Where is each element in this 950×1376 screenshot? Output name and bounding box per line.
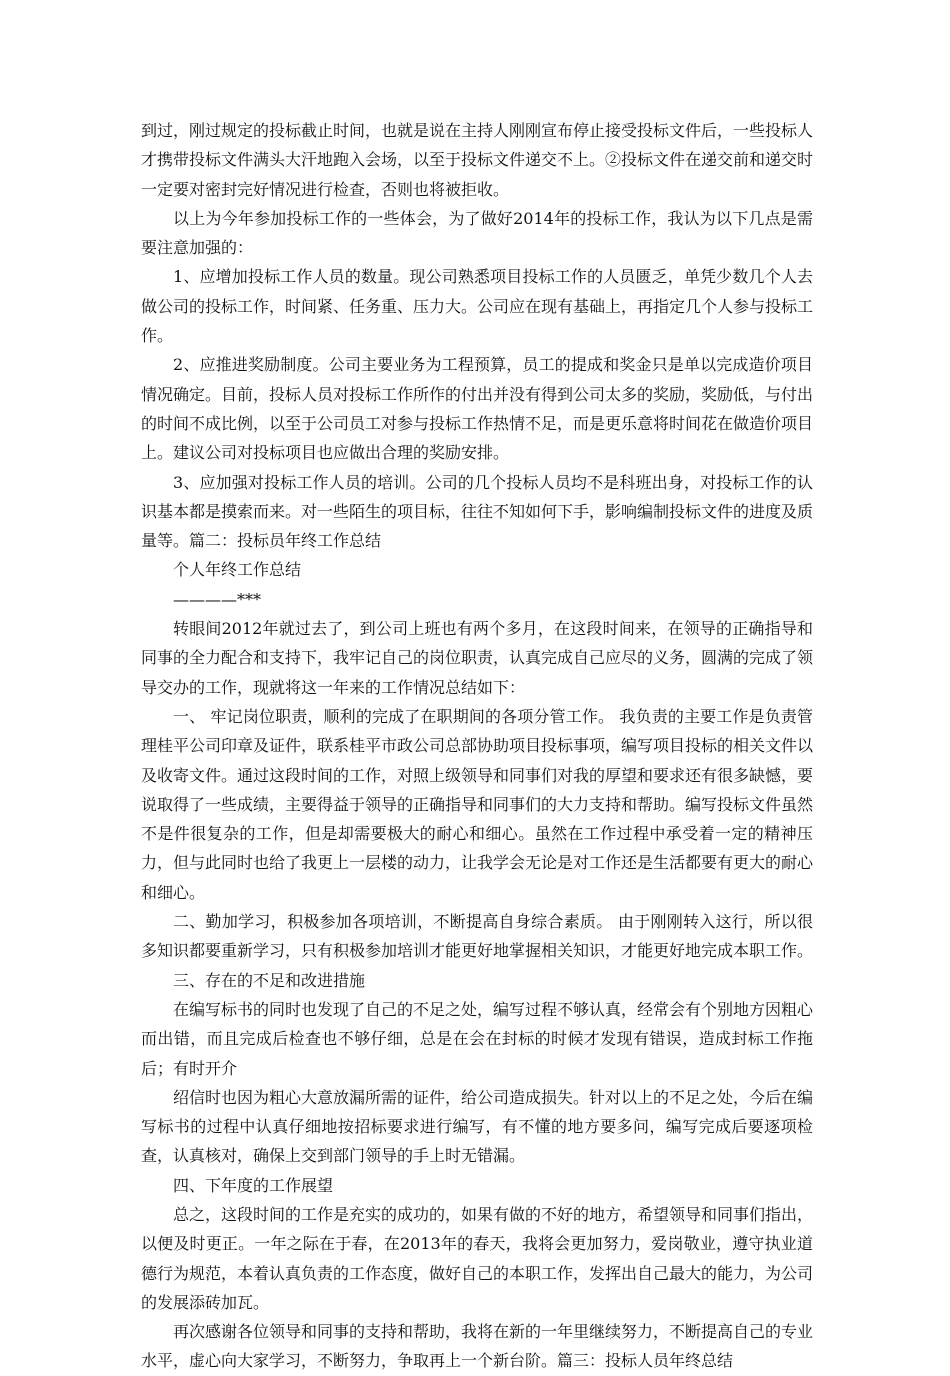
paragraph-shortcomings: 在编写标书的同时也发现了自己的不足之处，编写过程不够认真，经常会有个别地方因粗心而出错，而且完成后检查也不够仔细，总是在会在封标的时候才发现有错误，造成封标工作拖后；有时开介 [141,999,814,1078]
paragraph-point-1: 1、应增加投标工作人员的数量。现公司熟悉项目投标工作的人员匮乏，单凭少数几个人去做公司的投标工作，时间紧、任务重、压力大。公司应在现有基础上，再指定几个人参与投标工作。 [141,267,814,346]
paragraph-intro: 以上为今年参加投标工作的一些体会，为了做好2014年的投标工作，我认为以下几点是需要注意加强的： [141,208,813,258]
paragraph-outlook: 总之，这段时间的工作是充实的成功的，如果有做的不好的地方，希望领导和同事们指出，以便及时更正。一年之际在于春，在2013年的春天，我将会更加努力，爱岗敬业，遵守执业道德行为规范，本着认真负责的工作态度，做好自己的本职工作，发挥出自己最大的能力，为公司的发展添砖加瓦。 [141,1204,814,1312]
paragraph-section-2: 二、勤加学习，积极参加各项培训，不断提高自身综合素质。 由于刚刚转入这行，所以很多知识都要重新学习，只有积极参加培训才能更好地掌握相关知识，才能更好地完成本职工作。 [141,912,814,961]
paragraph-continued: 到过，刚过规定的投标截止时间，也就是说在主持人刚刚宣布停止接受投标文件后，一些投标人才携带投标文件满头大汗地跑入会场，以至于投标文件递交不上。②投标文件在递交前和递交时一定要对密封完好情况进行检查，否则也将被拒收。 [141,121,814,199]
document-page [141,116,813,1376]
heading-section-4: 四、下年度的工作展望 [173,1175,334,1195]
paragraph-point-3: 3、应加强对投标工作人员的培训。公司的几个投标人员均不是科班出身，对投标工作的认识基本都是摸索而来。对一些陌生的项目标，往往不知如何下手，影响编制投标文件的进度及质量等。篇二：投标员年终工作总结 [141,472,814,551]
heading-section-3: 三、存在的不足和改进措施 [173,970,366,990]
paragraph-closing: 再次感谢各位领导和同事的支持和帮助，我将在新的一年里继续努力，不断提高自己的专业水平，虚心向大家学习，不断努力，争取再上一个新台阶。篇三：投标人员年终总结 [141,1322,814,1371]
paragraph-opening: 转眼间2012年就过去了，到公司上班也有两个多月，在这段时间来，在领导的正确指导和同事的全力配合和支持下，我牢记自己的岗位职责，认真完成自己应尽的义务，圆满的完成了领导交办的工作，现就将这一年来的工作情况总结如下： [141,619,814,697]
author-line: ————*** [173,589,261,609]
paragraph-improvements: 绍信时也因为粗心大意放漏所需的证件，给公司造成损失。针对以上的不足之处，今后在编写标书的过程中认真仔细地按招标要求进行编写，有不懂的地方要多问，编写完成后要逐项检查，认真核对，确保上交到部门领导的手上时无错漏。 [141,1087,814,1166]
section-title: 个人年终工作总结 [173,560,302,580]
paragraph-point-2: 2、应推进奖励制度。公司主要业务为工程预算，员工的提成和奖金只是单以完成造价项目情况确定。目前，投标人员对投标工作所作的付出并没有得到公司太多的奖励，奖励低，与付出的时间不成比例，以至于公司员工对参与投标工作热情不足，而是更乐意将时间花在做造价项目上。建议公司对投标项目也应做出合理的奖励安排。 [141,355,814,463]
paragraph-section-1: 一、 牢记岗位职责，顺利的完成了在职期间的各项分管工作。 我负责的主要工作是负责管理桂平公司印章及证件，联系桂平市政公司总部协助项目投标事项，编写项目投标的相关文件以及收寄文件。通过这段时间的工作，对照上级领导和同事们对我的厚望和要求还有很多缺憾，要说取得了一些成绩，主要得益于领导的正确指导和同事们的大力支持和帮助。编写投标文件虽然不是件很复杂的工作，但是却需要极大的耐心和细心。虽然在工作过程中承受着一定的精神压力，但与此同时也给了我更上一层楼的动力，让我学会无论是对工作还是生活都要有更大的耐心和细心。 [141,706,814,902]
